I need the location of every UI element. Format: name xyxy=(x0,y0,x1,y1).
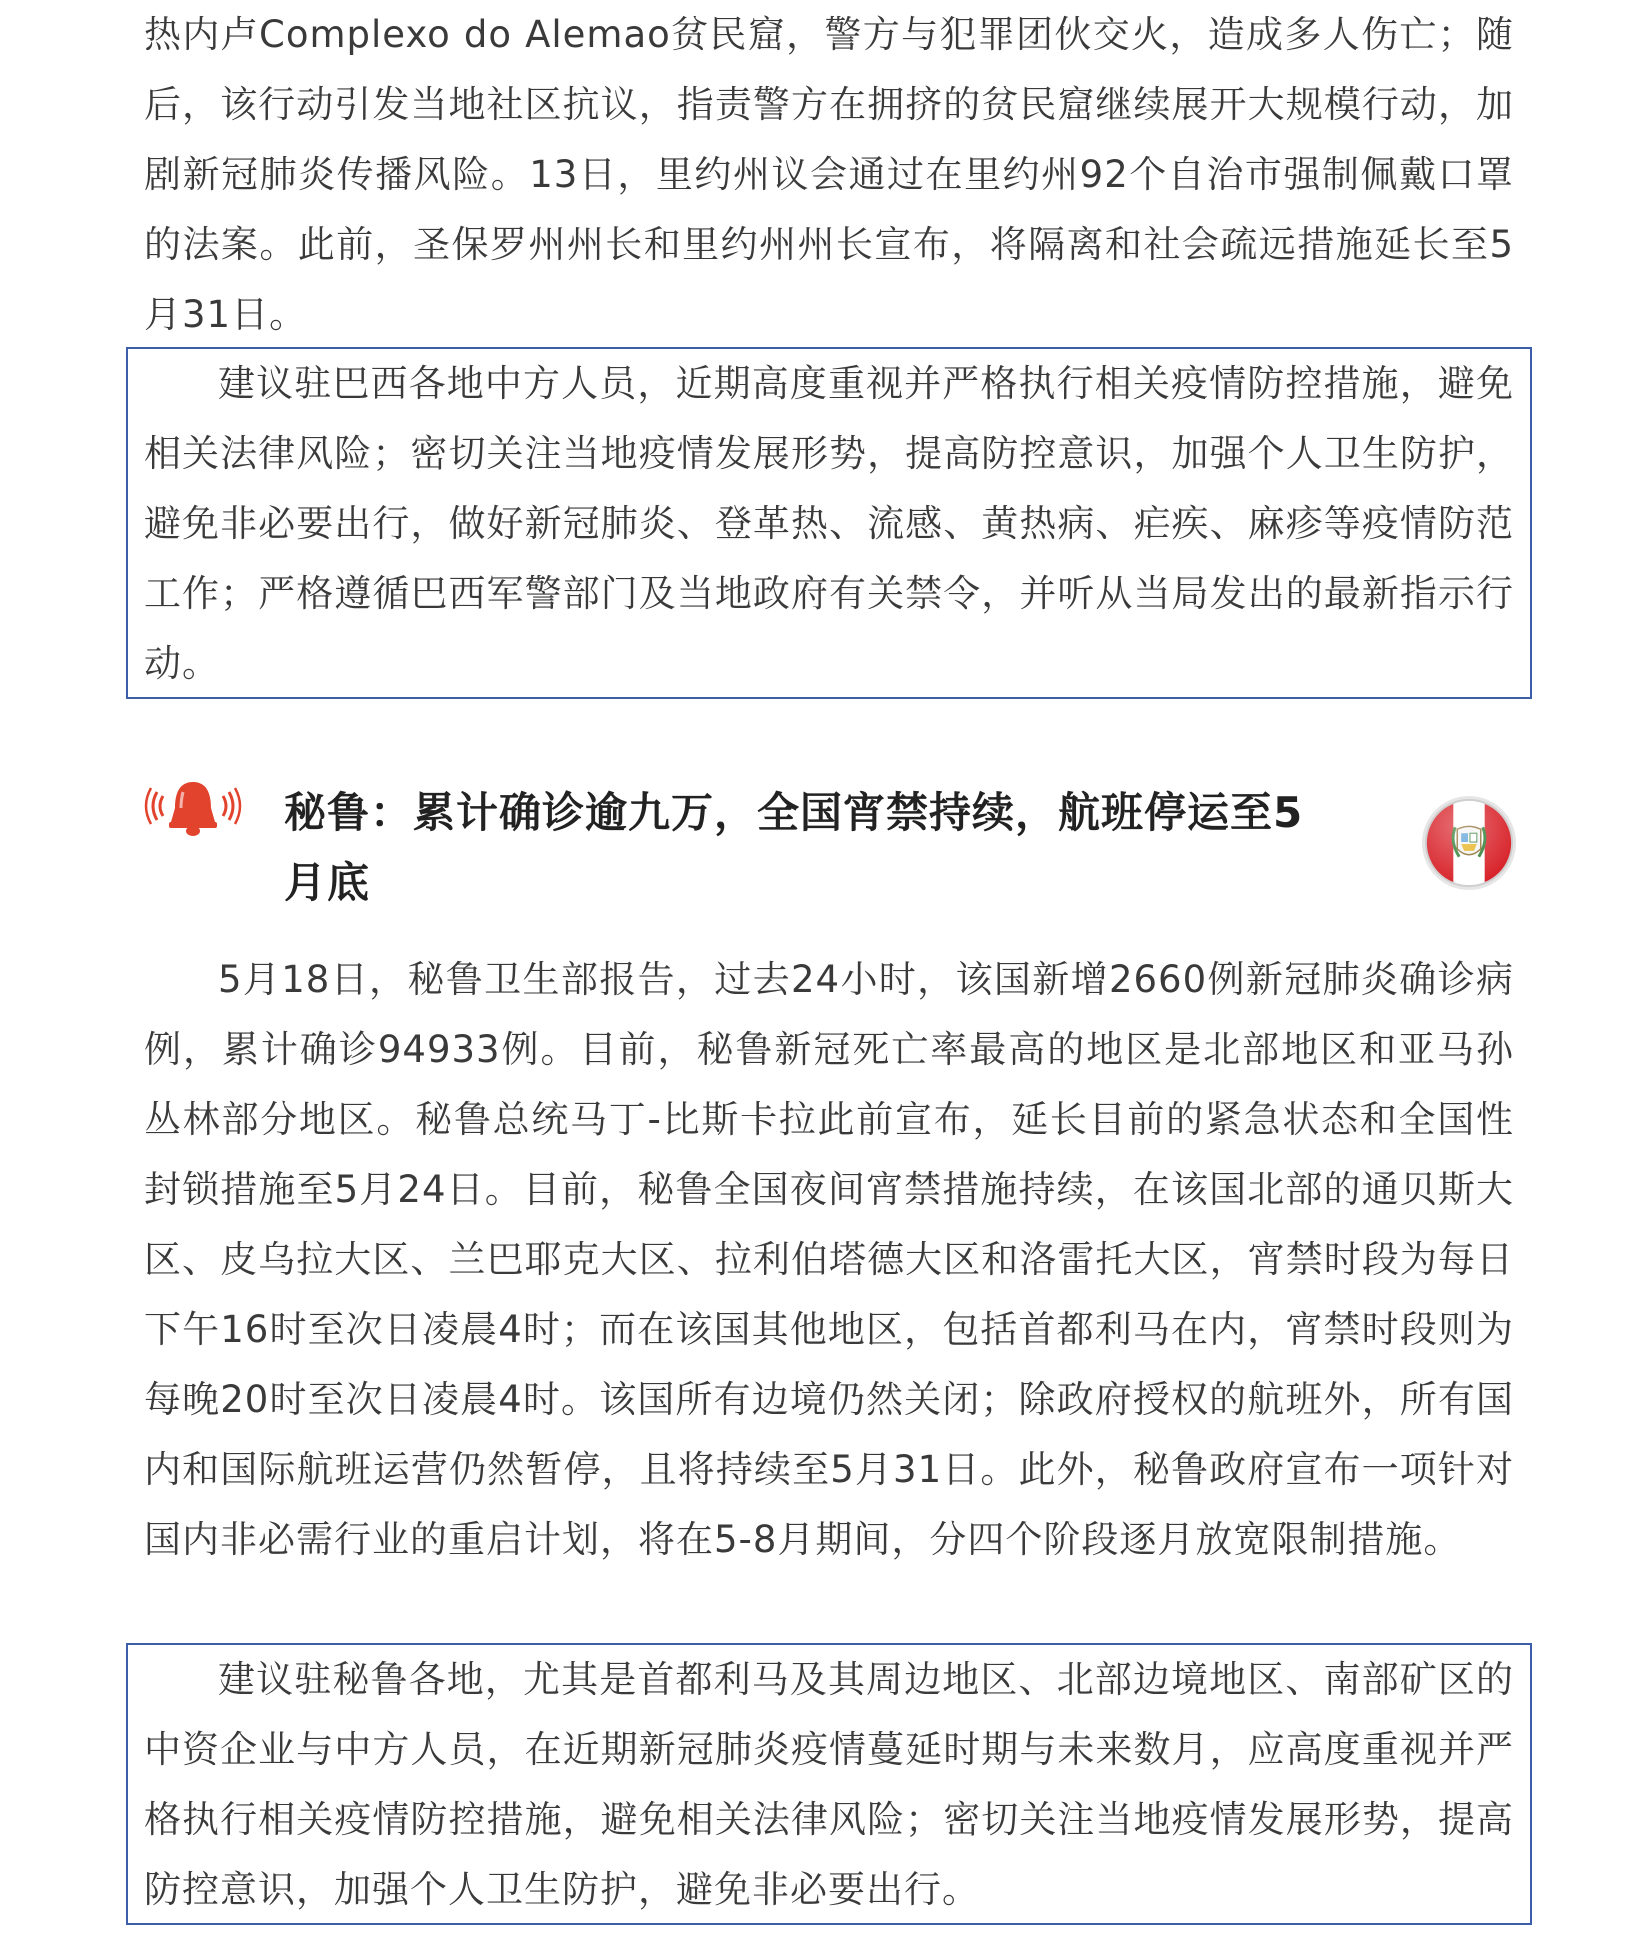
brazil-body-text: 热内卢Complexo do Alemao贫民窟，警方与犯罪团伙交火，造成多人伤亡；随后，该行动引发当地社区抗议，指责警方在拥挤的贫民窟继续展开大规模行动，加剧新冠肺炎传播风险。13日，里约州议会通过在里约州92个自治市强制佩戴口罩的法案。此前，圣保罗州州长和里约州州长宣布，将隔离和社会疏远措施延长至5月31日。 xyxy=(144,13,1514,336)
peru-section-title: 秘鲁：累计确诊逾九万，全国宵禁持续，航班停运至5月底 xyxy=(284,788,1304,907)
alarm-bell-icon xyxy=(143,778,243,838)
peru-advice-box xyxy=(126,1643,1532,1925)
peru-body-text: 5月18日，秘鲁卫生部报告，过去24小时，该国新增2660例新冠肺炎确诊病例，累计确诊94933例。目前，秘鲁新冠死亡率最高的地区是北部地区和亚马孙丛林部分地区。秘鲁总统马丁-比斯卡拉此前宣布，延长目前的紧急状态和全国性封锁措施至5月24日。目前，秘鲁全国夜间宵禁措施持续，在该国北部的通贝斯大区、皮乌拉大区、兰巴耶克大区、拉利伯塔德大区和洛雷托大区，宵禁时段为每日下午16时至次日凌晨4时；而在该国其他地区，包括首都利马在内，宵禁时段则为每晚20时至次日凌晨4时。该国所有边境仍然关闭；除政府授权的航班外，所有国内和国际航班运营仍然暂停，且将持续至5月31日。此外，秘鲁政府宣布一项针对国内非必需行业的重启计划，将在5-8月期间，分四个阶段逐月放宽限制措施。 xyxy=(144,958,1514,1561)
peru-advice-text: 建议驻秘鲁各地，尤其是首都利马及其周边地区、北部边境地区、南部矿区的中资企业与中方人员，在近期新冠肺炎疫情蔓延时期与未来数月，应高度重视并严格执行相关疫情防控措施，避免相关法律风险；密切关注当地疫情发展形势，提高防控意识，加强个人卫生防护，避免非必要出行。 xyxy=(144,1658,1514,1911)
brazil-advice-text: 建议驻巴西各地中方人员，近期高度重视并严格执行相关疫情防控措施，避免相关法律风险；密切关注当地疫情发展形势，提高防控意识，加强个人卫生防护，避免非必要出行，做好新冠肺炎、登革热、流感、黄热病、疟疾、麻疹等疫情防范工作；严格遵循巴西军警部门及当地政府有关禁令，并听从当局发出的最新指示行动。 xyxy=(144,362,1514,685)
peru-flag-icon xyxy=(1420,794,1518,892)
brazil-advice-box xyxy=(126,347,1532,699)
